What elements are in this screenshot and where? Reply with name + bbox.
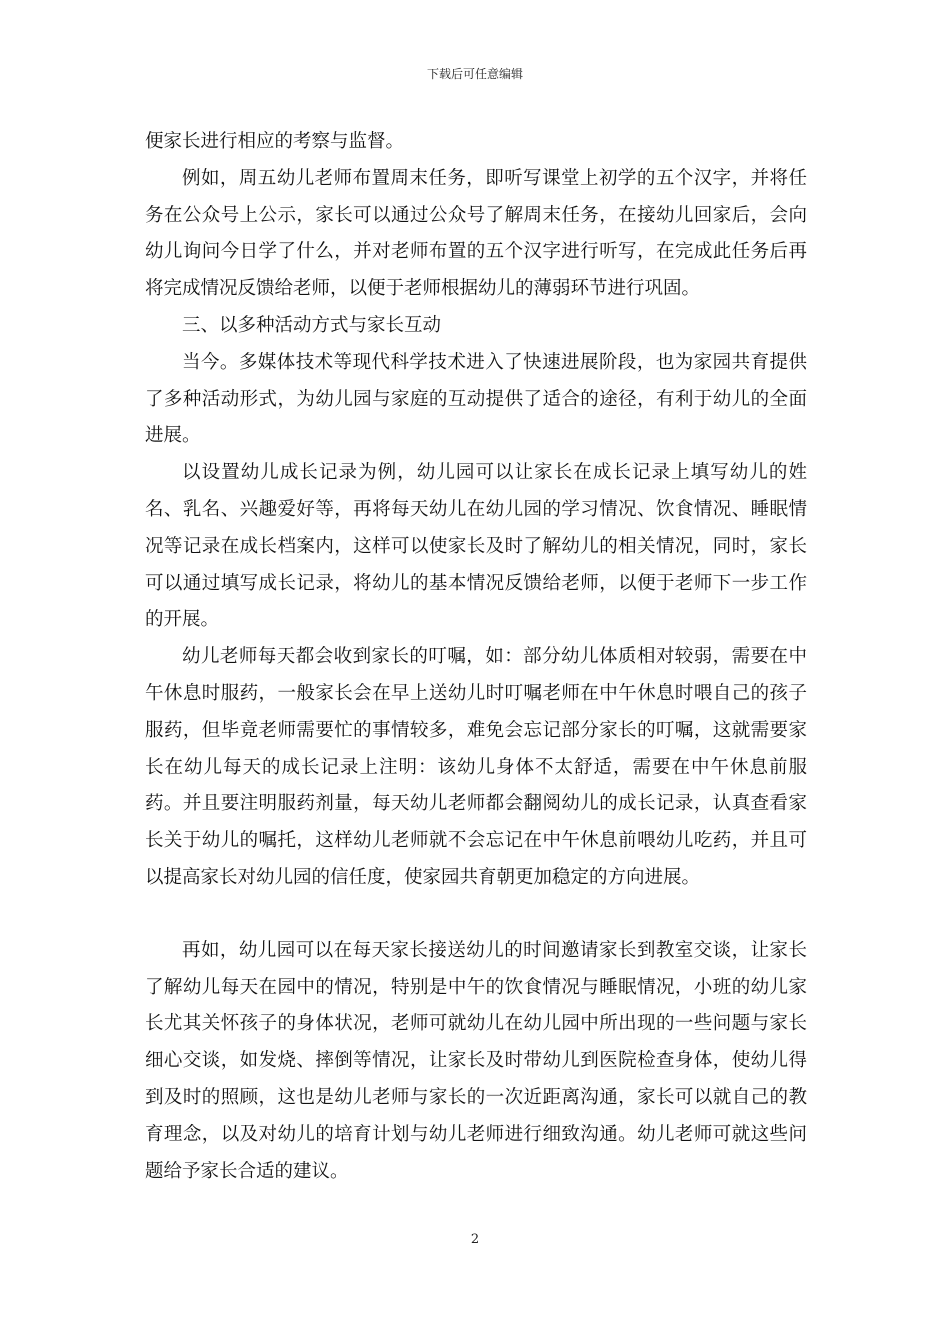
paragraph-multimedia: 当今。多媒体技术等现代科学技术进入了快速进展阶段，也为家园共育提供了多种活动形式，为幼儿园与家庭的互动提供了适合的途径，有利于幼儿的全面进展。 <box>145 351 807 447</box>
paragraph-example-weekend-task: 例如，周五幼儿老师布置周末任务，即听写课堂上初学的五个汉字，并将任务在公众号上公示，家长可以通过公众号了解周末任务，在接幼儿回家后，会向幼儿询问今日学了什么，并对老师布置的五个汉字进行听写，在完成此任务后再将完成情况反馈给老师，以便于老师根据幼儿的薄弱环节进行巩固。 <box>145 167 807 300</box>
paragraph-growth-record: 以设置幼儿成长记录为例，幼儿园可以让家长在成长记录上填写幼儿的姓名、乳名、兴趣爱好等，再将每天幼儿在幼儿园的学习情况、饮食情况、睡眠情况等记录在成长档案内，这样可以使家长及时了解幼儿的相关情况，同时，家长可以通过填写成长记录，将幼儿的基本情况反馈给老师，以便于老师下一步工作的开展。 <box>145 462 807 631</box>
paragraph-medication-reminder: 幼儿老师每天都会收到家长的叮嘱，如：部分幼儿体质相对较弱，需要在中午休息时服药，一般家长会在早上送幼儿时叮嘱老师在中午休息时喂自己的孩子服药，但毕竟老师需要忙的事情较多，难免会忘记部分家长的叮嘱，这就需要家长在幼儿每天的成长记录上注明：该幼儿身体不太舒适，需要在中午休息前服药。并且要注明服药剂量，每天幼儿老师都会翻阅幼儿的成长记录，认真查看家长关于幼儿的嘱托，这样幼儿老师就不会忘记在中午休息前喂幼儿吃药，并且可以提高家长对幼儿园的信任度，使家园共育朝更加稳定的方向进展。 <box>145 646 807 888</box>
page-number: 2 <box>470 1232 480 1247</box>
paragraph-continuation: 便家长进行相应的考察与监督。 <box>145 131 405 152</box>
paragraph-parent-conversation: 再如，幼儿园可以在每天家长接送幼儿的时间邀请家长到教室交谈，让家长了解幼儿每天在园中的情况，特别是中午的饮食情况与睡眠情况，小班的幼儿家长尤其关怀孩子的身体状况，老师可就幼儿在幼儿园中所出现的一些问题与家长细心交谈，如发烧、摔倒等情况，让家长及时带幼儿到医院检查身体，使幼儿得到及时的照顾，这也是幼儿老师与家长的一次近距离沟通，家长可以就自己的教育理念，以及对幼儿的培育计划与幼儿老师进行细致沟通。幼儿老师可就这些问题给予家长合适的建议。 <box>145 939 807 1182</box>
section-heading: 三、以多种活动方式与家长互动 <box>182 314 442 336</box>
document-body <box>145 124 807 1190</box>
page-header: 下载后可任意编辑 <box>426 67 523 81</box>
